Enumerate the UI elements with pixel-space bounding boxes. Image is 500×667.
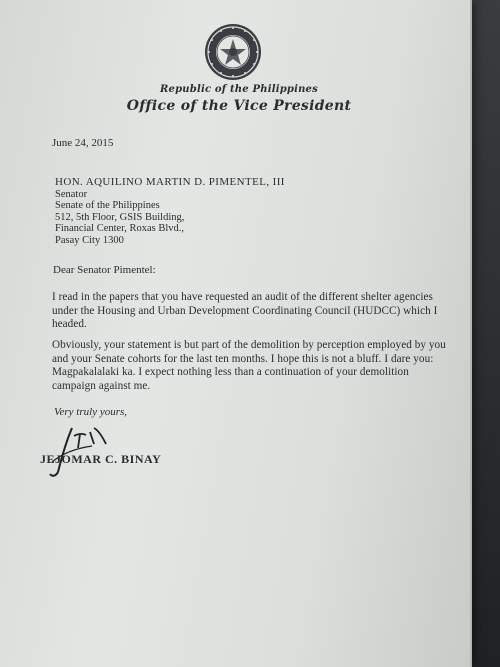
recipient-address-line-3: Pasay City 1300 — [55, 234, 124, 246]
letter-date: June 24, 2015 — [52, 137, 114, 149]
letterhead-office: Office of the Vice President — [126, 98, 352, 114]
recipient-name: HON. AQUILINO MARTIN D. PIMENTEL, III — [55, 176, 285, 188]
recipient-address-line-2: Financial Center, Roxas Blvd., — [55, 223, 185, 234]
body-paragraph-1: I read in the papers that you have requested an audit of the different shelter agencies under the Housing and Urban Development Coordinating Council (HUDCC) which I headed. — [52, 291, 438, 330]
recipient-title: Senator — [55, 188, 88, 200]
signer-name: JEJOMAR C. BINAY — [40, 452, 162, 466]
recipient-block — [55, 177, 285, 246]
complimentary-close: Very truly yours, — [54, 406, 128, 418]
recipient-org: Senate of the Philippines — [55, 200, 160, 211]
salutation: Dear Senator Pimentel: — [53, 264, 156, 276]
letterhead-republic: Republic of the Philippines — [160, 84, 318, 95]
body-paragraph-2: Obviously, your statement is but part of the demolition by perception employed by you and your Senate cohorts for the last ten months. I hope this is not a bluff. I dare you: Magpakalalaki ka. I expect nothing less than a continuation of your demolition campaign against me. — [52, 339, 446, 392]
recipient-address-line-1: 512, 5th Floor, GSIS Building, — [55, 211, 185, 223]
vice-president-seal-icon — [203, 22, 263, 82]
